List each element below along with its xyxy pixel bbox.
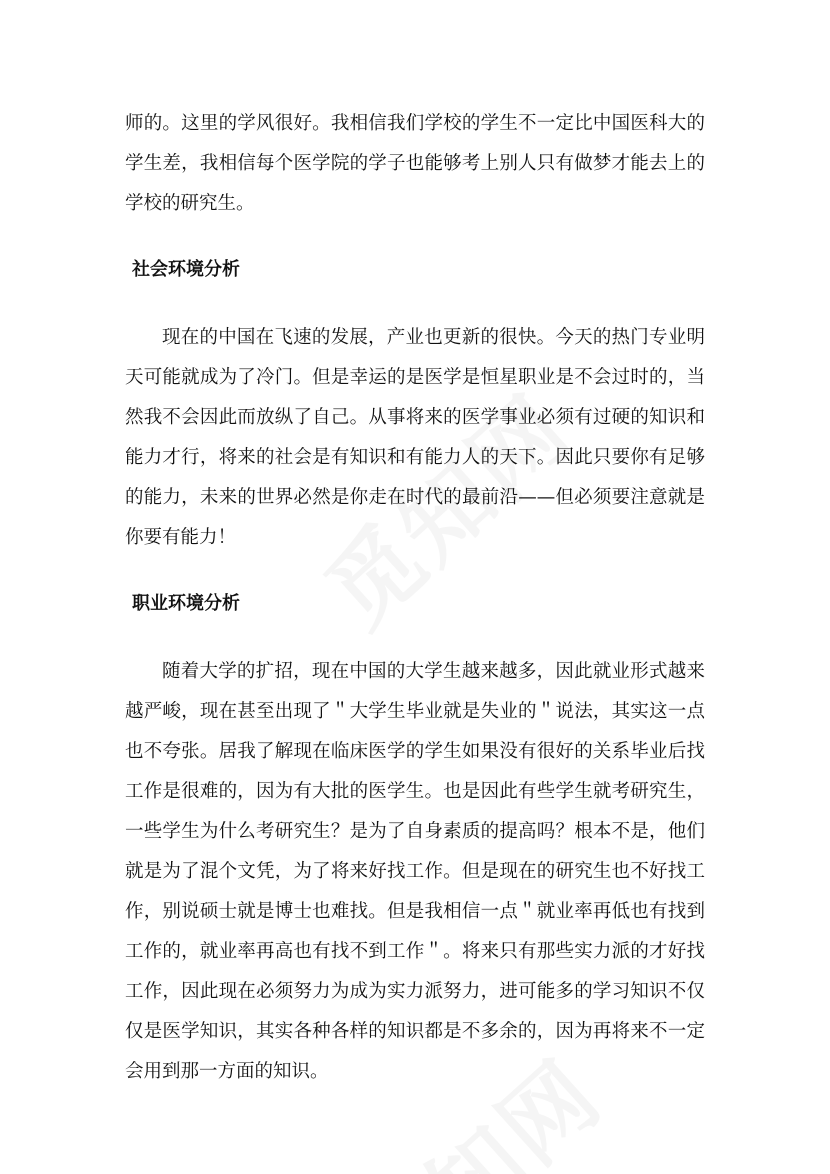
document-body — [125, 104, 705, 1092]
intro-paragraph: 师的。这里的学风很好。我相信我们学校的学生不一定比中国医科大的学生差，我相信每个医学院的学子也能够考上别人只有做梦才能去上的学校的研究生。 — [125, 113, 705, 214]
career-environment-heading: 职业环境分析 — [132, 593, 240, 614]
social-environment-paragraph: 现在的中国在飞速的发展，产业也更新的很快。今天的热门专业明天可能就成为了冷门。但是幸运的是医学是恒星职业是不会过时的，当然我不会因此而放纵了自己。从事将来的医学事业必须有过硬的知识和能力才行，将来的社会是有知识和有能力人的天下。因此只要你有足够的能力，未来的世界必然是你走在时代的最前沿——但必须要注意就是你要有能力！ — [125, 327, 705, 548]
social-environment-heading: 社会环境分析 — [132, 259, 240, 280]
career-environment-paragraph: 随着大学的扩招，现在中国的大学生越来越多，因此就业形式越来越严峻，现在甚至出现了＂大学生毕业就是失业的＂说法，其实这一点也不夸张。居我了解现在临床医学的学生如果没有很好的关系毕业后找工作是很难的，因为有大批的医学生。也是因此有些学生就考研究生，一些学生为什么考研究生？是为了自身素质的提高吗？根本不是，他们就是为了混个文凭，为了将来好找工作。但是现在的研究生也不好找工作，别说硕士就是博士也难找。但是我相信一点＂就业率再低也有找到工作的，就业率再高也有找不到工作＂。将来只有那些实力派的才好找工作，因此现在必须努力为成为实力派努力，进可能多的学习知识不仅仅是医学知识，其实各种各样的知识都是不多余的，因为再将来不一定会用到那一方面的知识。 — [125, 661, 705, 1082]
